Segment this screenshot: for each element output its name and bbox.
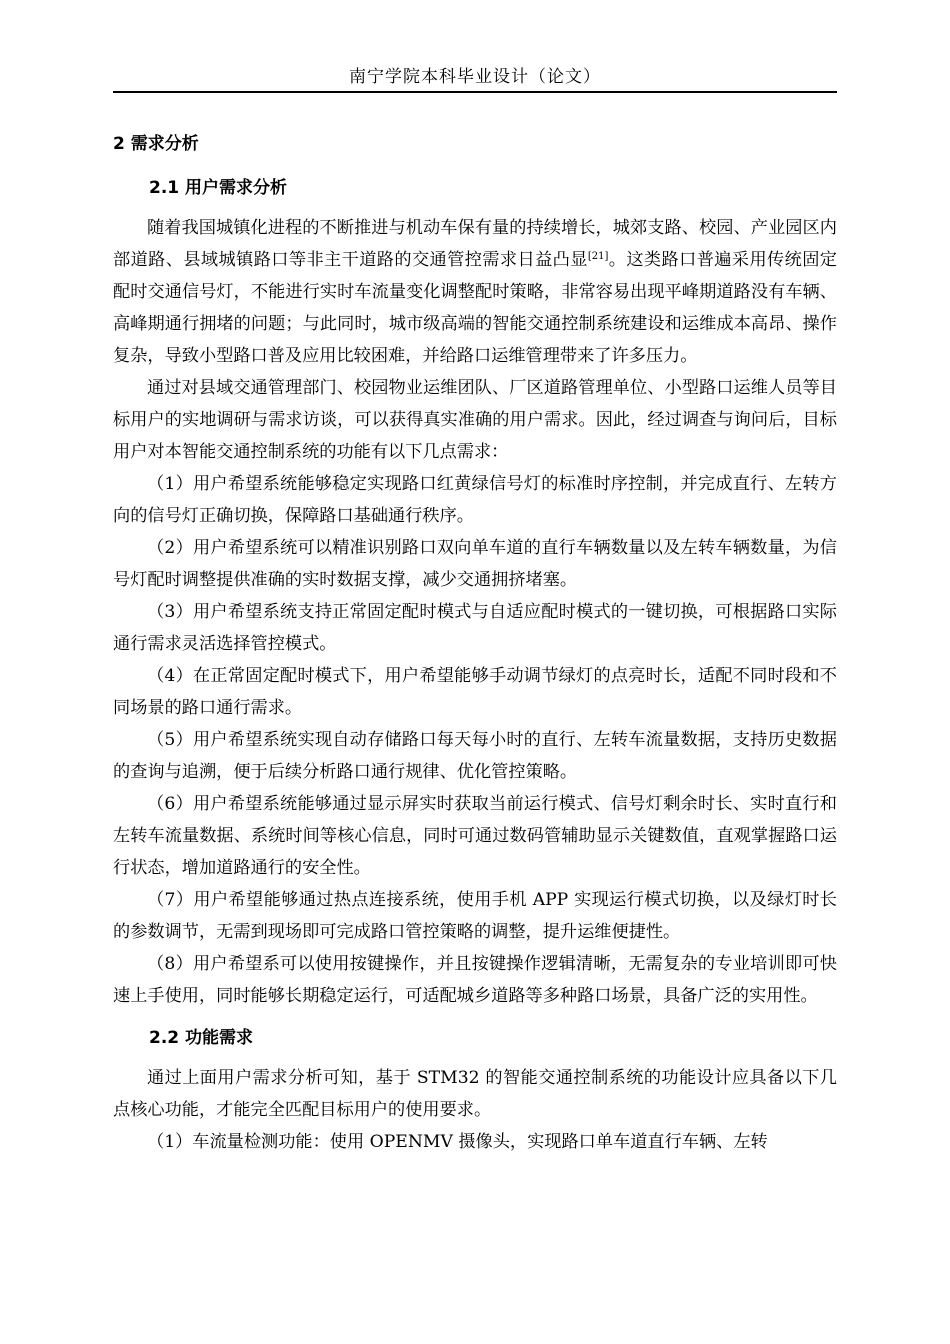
subsection-heading-user-needs: 2.1 用户需求分析 [149, 178, 288, 198]
paragraph-text: 随着我国城镇化进程的不断推进与机动车保有量的持续增长，城郊支路、校园、产业园区内部道路、县域城镇路口等非主干道路的交通管控需求日益凸显 [113, 218, 837, 270]
header-rule [113, 91, 837, 93]
functional-need-item-1: （1）车流量检测功能：使用 OPENMV 摄像头，实现路口单车道直行车辆、左转 [147, 1132, 768, 1152]
section-heading: 2 需求分析 [113, 134, 199, 154]
paragraph-functional-intro: 通过上面用户需求分析可知，基于 STM32 的智能交通控制系统的功能设计应具备以下几点核心功能，才能完全匹配目标用户的使用要求。 [113, 1068, 837, 1120]
user-need-item-6: （6）用户希望系统能够通过显示屏实时获取当前运行模式、信号灯剩余时长、实时直行和左转车流量数据、系统时间等核心信息，同时可通过数码管辅助显示关键数值，直观掌握路口运行状态，增加道路通行的安全性。 [113, 794, 837, 878]
page-content [113, 128, 837, 1158]
paragraph-background [113, 212, 837, 372]
user-need-item-8: （8）用户希望系可以使用按键操作，并且按键操作逻辑清晰，无需复杂的专业培训即可快速上手使用，同时能够长期稳定运行，可适配城乡道路等多种路口场景，具备广泛的实用性。 [113, 954, 837, 1006]
subsection-heading-functional-needs: 2.2 功能需求 [149, 1028, 254, 1048]
citation: [21] [587, 251, 609, 262]
paragraph-survey: 通过对县域交通管理部门、校园物业运维团队、厂区道路管理单位、小型路口运维人员等目标用户的实地调研与需求访谈，可以获得真实准确的用户需求。因此，经过调查与询问后，目标用户对本智能交通控制系统的功能有以下几点需求： [113, 378, 837, 462]
page-header: 南宁学院本科毕业设计（论文） [349, 67, 601, 87]
user-need-item-2: （2）用户希望系统可以精准识别路口双向单车道的直行车辆数量以及左转车辆数量，为信号灯配时调整提供准确的实时数据支撑，减少交通拥挤堵塞。 [113, 538, 837, 590]
user-need-item-7: （7）用户希望能够通过热点连接系统，使用手机 APP 实现运行模式切换，以及绿灯时长的参数调节，无需到现场即可完成路口管控策略的调整，提升运维便捷性。 [113, 890, 837, 942]
user-need-item-3: （3）用户希望系统支持正常固定配时模式与自适应配时模式的一键切换，可根据路口实际通行需求灵活选择管控模式。 [113, 602, 837, 654]
user-need-item-5: （5）用户希望系统实现自动存储路口每天每小时的直行、左转车流量数据，支持历史数据的查询与追溯，便于后续分析路口通行规律、优化管控策略。 [113, 730, 837, 782]
paragraph-text: 。这类路口普遍采用传统固定配时交通信号灯，不能进行实时车流量变化调整配时策略，非常容易出现平峰期道路没有车辆、高峰期通行拥堵的问题；与此同时，城市级高端的智能交通控制系统建设和运维成本高昂、操作复杂，导致小型路口普及应用比较困难，并给路口运维管理带来了许多压力。 [113, 250, 837, 366]
user-need-item-4: （4）在正常固定配时模式下，用户希望能够手动调节绿灯的点亮时长，适配不同时段和不同场景的路口通行需求。 [113, 666, 837, 718]
user-need-item-1: （1）用户希望系统能够稳定实现路口红黄绿信号灯的标准时序控制，并完成直行、左转方向的信号灯正确切换，保障路口基础通行秩序。 [113, 474, 837, 526]
